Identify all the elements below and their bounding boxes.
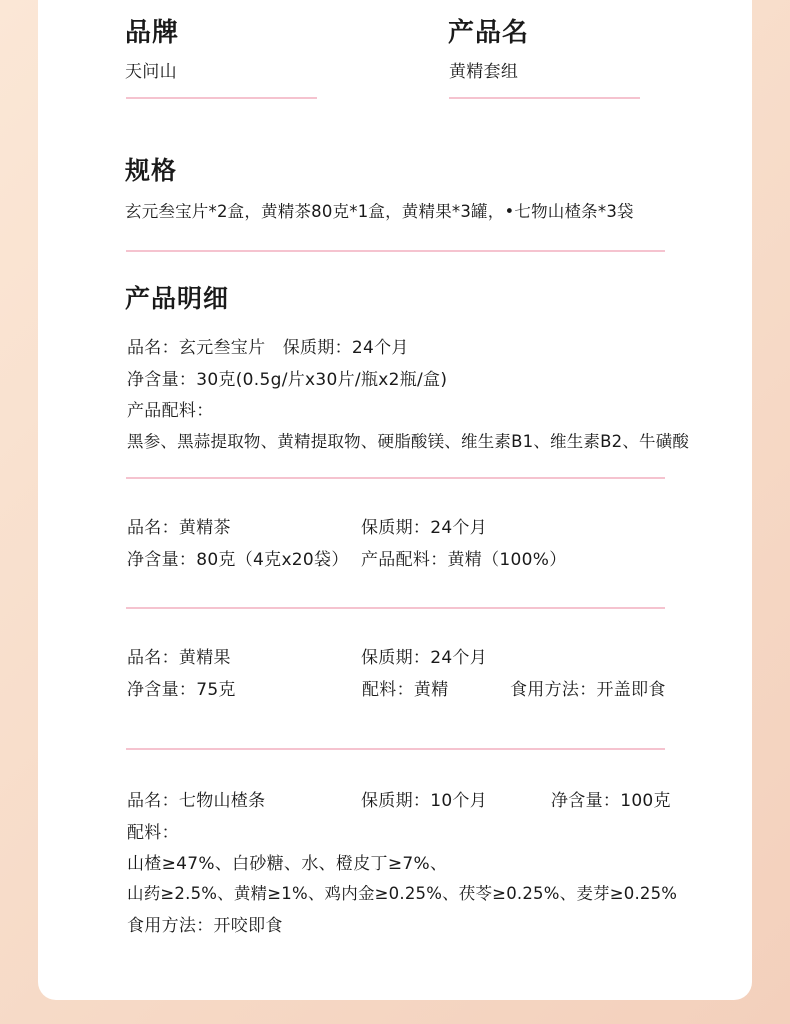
item1-line4: 黑参、黑蒜提取物、黄精提取物、硬脂酸镁、维生素B1、维生素B2、牛磺酸 [127,432,690,451]
item2-net-content: 净含量：80克（4克x20袋） [127,550,349,570]
spec-value: 玄元叁宝片*2盒，黄精茶80克*1盒，黄精果*3罐，•七物山楂条*3袋 [125,202,634,221]
item3-shelf-life: 保质期：24个月 [361,648,488,668]
item1-line3: 产品配料： [127,401,214,421]
brand-divider [126,97,317,99]
item1-line2: 净含量：30克(0.5g/片x30片/瓶x2瓶/盒) [127,370,448,390]
item1-line1: 品名：玄元叁宝片 保质期：24个月 [127,338,409,358]
product-name-value: 黄精套组 [449,62,519,82]
item2-divider [126,607,665,609]
item3-usage: 食用方法：开盖即食 [510,680,666,700]
product-name-label: 产品名 [448,18,530,48]
item3-name: 品名：黄精果 [127,648,231,668]
item2-ingredients: 产品配料：黄精（100%） [361,550,567,570]
spec-title: 规格 [125,156,178,185]
item4-net-content: 净含量：100克 [551,791,671,811]
spec-divider [126,250,665,252]
details-title: 产品明细 [125,284,230,313]
item3-net-content: 净含量：75克 [127,680,236,700]
item4-ingredients-label: 配料： [127,823,179,843]
item2-shelf-life: 保质期：24个月 [361,518,488,538]
brand-label: 品牌 [125,18,180,48]
item1-divider [126,477,665,479]
item3-ingredients: 配料：黄精 [362,680,449,700]
brand-value: 天问山 [125,62,177,82]
item4-ingredients-line2: 山药≥2.5%、黄精≥1%、鸡内金≥0.25%、茯苓≥0.25%、麦芽≥0.25% [127,884,678,903]
item3-divider [126,748,665,750]
item4-name: 品名：七物山楂条 [127,791,266,811]
item4-usage: 食用方法：开咬即食 [127,916,283,936]
item4-ingredients-line1: 山楂≥47%、白砂糖、水、橙皮丁≥7%、 [127,854,448,874]
product-name-divider [449,97,640,99]
item2-name: 品名：黄精茶 [127,518,231,538]
item4-shelf-life: 保质期：10个月 [361,791,488,811]
